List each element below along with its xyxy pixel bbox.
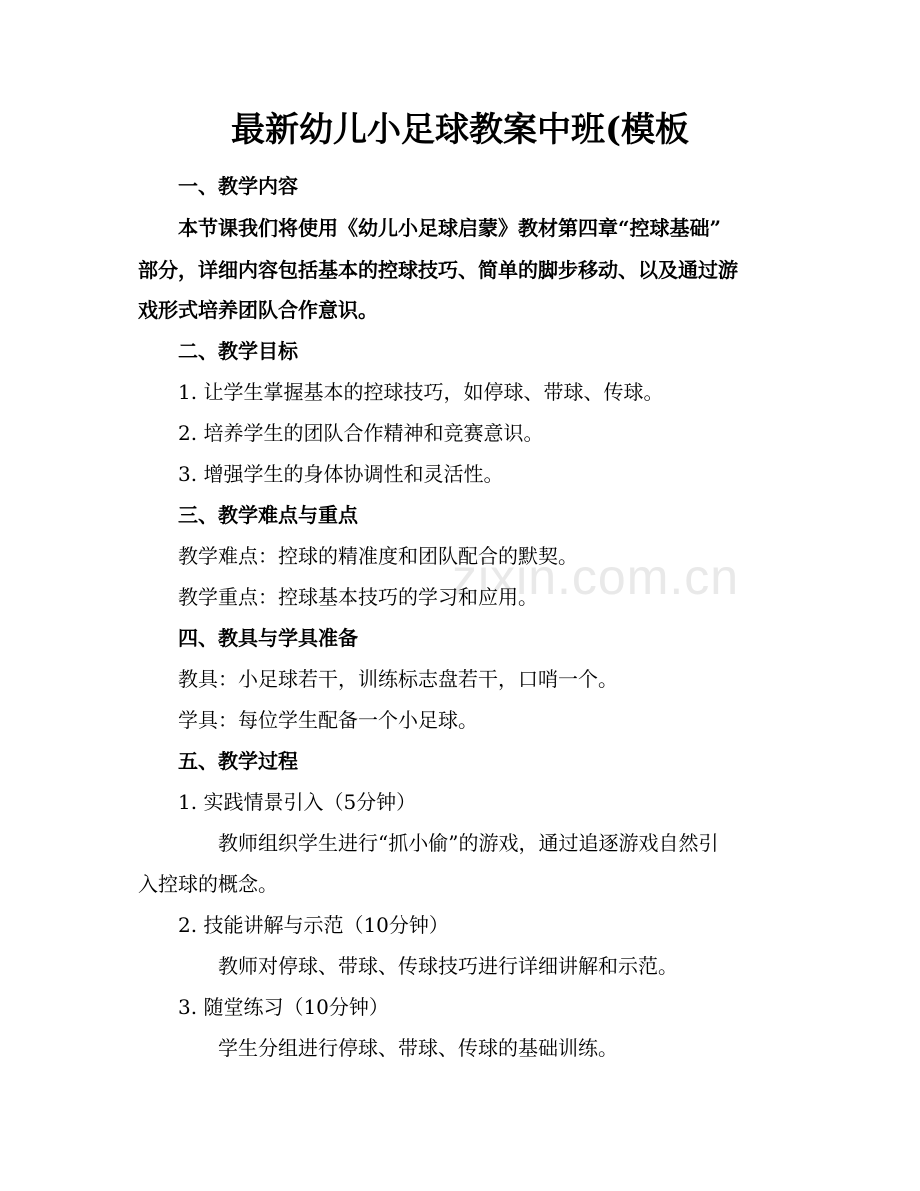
paragraph-line: 本节课我们将使用《幼儿小足球启蒙》教材第四章“控球基础”	[178, 216, 722, 240]
document-title: 最新幼儿小足球教案中班(模板	[230, 110, 690, 150]
paragraph-line: 教具：小足球若干，训练标志盘若干，口哨一个。	[178, 667, 618, 691]
list-item: 2. 技能讲解与示范（10分钟）	[178, 913, 449, 937]
section-heading-2: 二、教学目标	[178, 339, 298, 363]
watermark: zixin.com.cn	[452, 549, 740, 605]
paragraph-line: 教学难点：控球的精准度和团队配合的默契。	[178, 544, 578, 568]
list-item: 2. 培养学生的团队合作精神和竞赛意识。	[178, 421, 544, 445]
paragraph-line: 教学重点：控球基本技巧的学习和应用。	[178, 585, 538, 609]
section-heading-5: 五、教学过程	[178, 749, 298, 773]
paragraph-line: 部分，详细内容包括基本的控球技巧、简单的脚步移动、以及通过游	[138, 258, 738, 282]
list-item: 3. 随堂练习（10分钟）	[178, 995, 389, 1019]
section-heading-1: 一、教学内容	[178, 174, 298, 198]
paragraph-line: 教师对停球、带球、传球技巧进行详细讲解和示范。	[218, 954, 678, 978]
paragraph-line: 学具：每位学生配备一个小足球。	[178, 708, 478, 732]
list-item: 1. 让学生掌握基本的控球技巧，如停球、带球、传球。	[178, 380, 664, 404]
paragraph-line: 戏形式培养团队合作意识。	[138, 298, 378, 322]
paragraph-line: 教师组织学生进行“抓小偷”的游戏，通过追逐游戏自然引	[218, 831, 719, 855]
paragraph-line: 学生分组进行停球、带球、传球的基础训练。	[218, 1036, 618, 1060]
list-item: 1. 实践情景引入（5分钟）	[178, 790, 417, 814]
list-item: 3. 增强学生的身体协调性和灵活性。	[178, 462, 504, 486]
section-heading-4: 四、教具与学具准备	[178, 626, 358, 650]
paragraph-line: 入控球的概念。	[138, 872, 278, 896]
section-heading-3: 三、教学难点与重点	[178, 503, 358, 527]
